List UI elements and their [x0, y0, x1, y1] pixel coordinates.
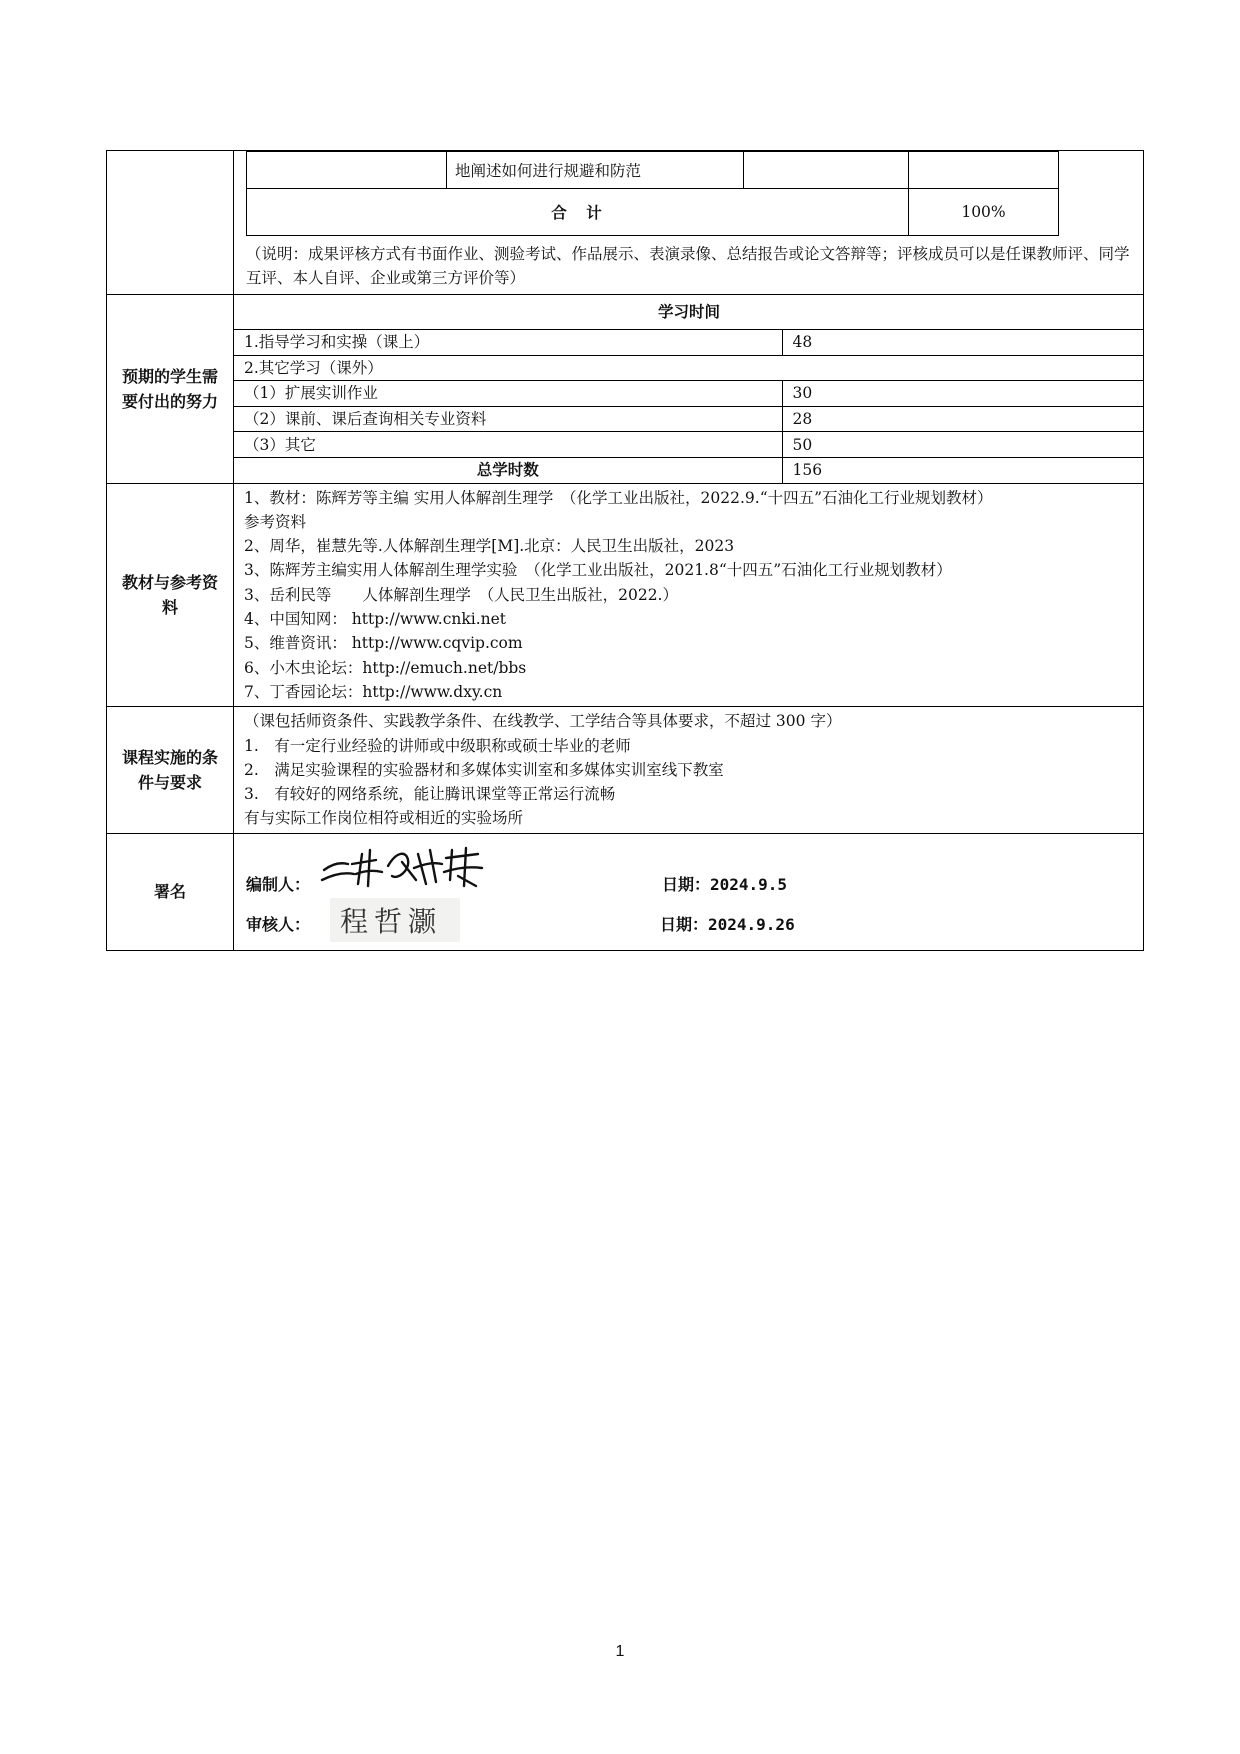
materials-line: 3、陈辉芳主编实用人体解剖生理学实验 （化学工业出版社，2021.8“十四五”石油化工行业规划教材） [244, 561, 952, 580]
effort-label [107, 295, 234, 484]
conditions-line: （课包括师资条件、实践教学条件、在线教学、工学结合等具体要求，不超过 300 字） [244, 712, 842, 731]
effort-table [234, 295, 1144, 483]
effort-row [107, 295, 1144, 484]
effort-item-row [234, 381, 1144, 407]
materials-label [107, 483, 234, 707]
reviewer-date: 日期：2024.9.26 [660, 914, 795, 934]
effort-hours: 48 [782, 330, 1144, 356]
assessment-item-row [247, 152, 1059, 189]
materials-line: 7、丁香园论坛：http://www.dxy.cn [244, 682, 503, 701]
assessment-sum-value: 100% [909, 189, 1059, 236]
materials-label-text: 教材与参考资料 [122, 572, 219, 617]
materials-line: 6、小木虫论坛：http://emuch.net/bbs [244, 658, 527, 677]
author-date: 日期：2024.9.5 [662, 874, 788, 894]
author-signature-image [318, 840, 488, 890]
effort-item-row [234, 432, 1144, 458]
assessment-cell-empty [247, 152, 447, 189]
materials-line: 5、维普资讯： http://www.cqvip.com [244, 634, 523, 653]
effort-hours: 30 [782, 381, 1144, 407]
materials-line: 参考资料 [244, 512, 307, 531]
assessment-table [246, 151, 1059, 236]
conditions-line: 2. 满足实验课程的实验器材和多媒体实训室和多媒体实训室线下教室 [244, 760, 724, 779]
assessment-sum-label: 合 计 [247, 189, 909, 236]
assessment-cell-empty [744, 152, 909, 189]
materials-line: 1、教材：陈辉芳等主编 实用人体解剖生理学 （化学工业出版社，2022.9.“十四五”石油化工行业规划教材） [244, 488, 993, 507]
assessment-label-cell [107, 151, 234, 295]
effort-item-row [234, 406, 1144, 432]
effort-total-label: 总学时数 [476, 461, 539, 480]
effort-hours: 50 [782, 432, 1144, 458]
conditions-content-cell [234, 707, 1144, 833]
conditions-label-text: 课程实施的条件与要求 [122, 747, 219, 792]
course-table [106, 150, 1144, 951]
signature-label: 署名 [107, 833, 234, 950]
signature-block [234, 834, 1143, 950]
effort-total-row [234, 457, 1144, 482]
assessment-note: （说明：成果评核方式有书面作业、测验考试、作品展示、表演录像、总结报告或论文答辩等；评核成员可以是任课教师评、同学互评、本人自评、企业或第三方评价等） [246, 245, 1130, 287]
conditions-row [107, 707, 1144, 833]
assessment-item-text: 地阐述如何进行规避和防范 [447, 152, 744, 189]
effort-item: （1）扩展实训作业 [234, 381, 782, 407]
effort-item: （3）其它 [234, 432, 782, 458]
conditions-label [107, 707, 234, 833]
author-label: 编制人： [246, 874, 311, 894]
materials-row [107, 483, 1144, 707]
assessment-sum-row [247, 189, 1059, 236]
assessment-content-cell [234, 151, 1144, 295]
materials-line: 3、岳利民等 人体解剖生理学 （人民卫生出版社，2022.） [244, 585, 678, 604]
conditions-line: 1. 有一定行业经验的讲师或中级职称或硕士毕业的老师 [244, 736, 631, 755]
materials-line: 2、周华，崔慧先等.人体解剖生理学[M].北京：人民卫生出版社，2023 [244, 537, 735, 556]
assessment-row [107, 151, 1144, 295]
materials-line: 4、中国知网： http://www.cnki.net [244, 610, 507, 629]
effort-item-row [234, 355, 1144, 381]
page-number: 1 [615, 1643, 625, 1660]
effort-item: （2）课前、课后查询相关专业资料 [234, 406, 782, 432]
effort-hours: 28 [782, 406, 1144, 432]
effort-item: 2.其它学习（课外） [234, 355, 1144, 381]
signature-row [107, 833, 1144, 950]
conditions-line: 3. 有较好的网络系统，能让腾讯课堂等正常运行流畅 [244, 785, 616, 804]
reviewer-label: 审核人： [246, 914, 311, 934]
effort-item-row [234, 330, 1144, 356]
materials-content-cell [234, 483, 1144, 707]
assessment-cell-empty [909, 152, 1059, 189]
effort-total-value: 156 [782, 457, 1144, 482]
conditions-list [234, 707, 1143, 832]
course-table-page [106, 150, 1143, 951]
reviewer-signature-image [330, 898, 460, 942]
effort-item: 1.指导学习和实操（课上） [234, 330, 782, 356]
effort-header: 学习时间 [234, 295, 1144, 330]
effort-content-cell [234, 295, 1144, 484]
effort-label-text: 预期的学生需要付出的努力 [122, 366, 219, 411]
svg-text:程哲灏: 程哲灏 [340, 904, 443, 938]
signature-content-cell [234, 833, 1144, 950]
conditions-line: 有与实际工作岗位相符或相近的实验场所 [244, 809, 524, 828]
materials-list [234, 484, 1143, 707]
